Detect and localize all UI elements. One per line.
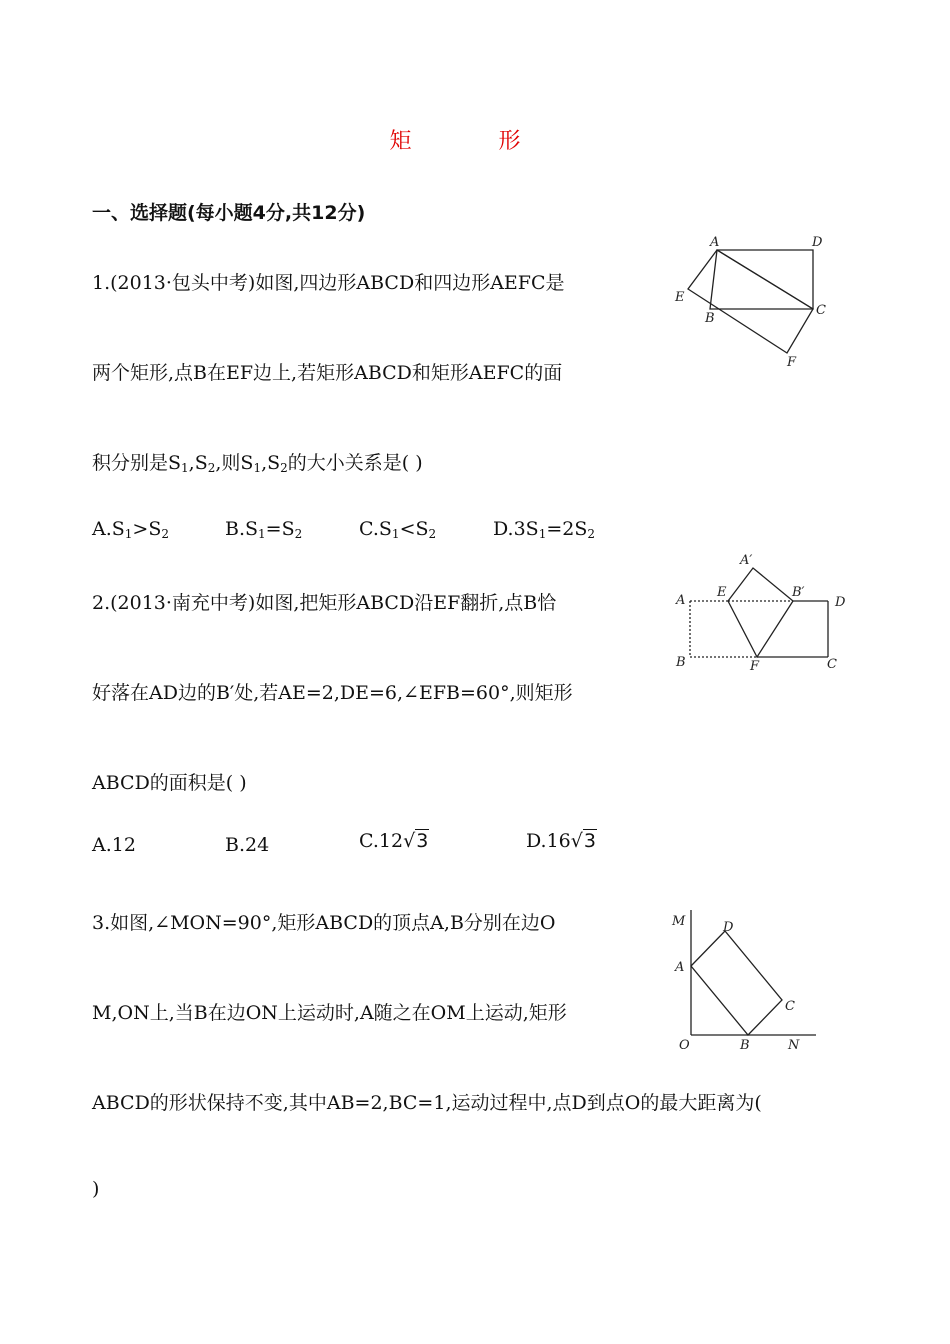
- q1-line-1: 1.(2013·包头中考)如图,四边形ABCD和四边形AEFC是: [92, 272, 565, 294]
- section-heading: 一、选择题(每小题4分,共12分): [92, 202, 366, 224]
- q2-line-3: ABCD的面积是( ): [92, 772, 247, 794]
- page-title: 矩 形: [389, 129, 561, 154]
- q3-figure: [668, 900, 828, 1055]
- q2-line-1: 2.(2013·南充中考)如图,把矩形ABCD沿EF翻折,点B恰: [92, 592, 557, 614]
- label-b: B: [676, 655, 686, 670]
- q1-option-c[interactable]: $C.S_1<S_2$: [359, 518, 437, 541]
- q3-line-2: M,ON上,当B在边ON上运动时,A随之在OM上运动,矩形: [92, 1002, 567, 1024]
- q1-figure: [670, 230, 840, 375]
- label-b-prime: B′: [792, 585, 805, 600]
- q1-option-d[interactable]: $D.3S_1=2S_2$: [493, 518, 596, 541]
- label-b: B: [740, 1038, 750, 1053]
- label-f: F: [750, 659, 760, 674]
- label-d: D: [723, 920, 734, 935]
- label-m: M: [672, 914, 686, 929]
- label-e: E: [675, 290, 685, 305]
- label-d: D: [812, 235, 823, 250]
- label-o: O: [679, 1038, 690, 1053]
- q3-line-1: 3.如图,∠MON=90°,矩形ABCD的顶点A,B分别在边O: [92, 912, 556, 934]
- label-d: D: [835, 595, 846, 610]
- rect-abcd: [691, 931, 782, 1035]
- folded-part: [728, 568, 793, 657]
- label-f: F: [787, 355, 797, 370]
- label-b: B: [705, 311, 715, 326]
- q1-line-3: 积分别是$S_1,S_2$,则$S_1,S_2$的大小关系是( ): [92, 452, 423, 475]
- q2-option-d[interactable]: D.16√3: [526, 830, 596, 852]
- label-a: A: [675, 960, 685, 975]
- sqrt-three: √3: [403, 830, 429, 852]
- q3-line-4: ): [92, 1178, 100, 1200]
- q1-option-b[interactable]: $B.S_1=S_2$: [225, 518, 303, 541]
- label-n: N: [788, 1038, 800, 1053]
- label-c: C: [827, 657, 837, 672]
- label-a: A: [710, 235, 720, 250]
- label-c: C: [785, 999, 795, 1014]
- q2-figure: [670, 548, 855, 678]
- q2-option-a[interactable]: A.12: [92, 834, 136, 856]
- label-c: C: [816, 303, 826, 318]
- label-a-prime: A′: [740, 553, 753, 568]
- q2-line-2: 好落在AD边的B′处,若AE=2,DE=6,∠EFB=60°,则矩形: [92, 682, 573, 704]
- label-a: A: [676, 593, 686, 608]
- sqrt-three: √3: [570, 830, 596, 852]
- q2-option-c[interactable]: C.12√3: [359, 830, 429, 852]
- q2-option-b[interactable]: B.24: [225, 834, 270, 856]
- q3-line-3: ABCD的形状保持不变,其中AB=2,BC=1,运动过程中,点D到点O的最大距离为(: [92, 1092, 762, 1114]
- q1-line-2: 两个矩形,点B在EF边上,若矩形ABCD和矩形AEFC的面: [92, 362, 563, 384]
- label-e: E: [717, 585, 727, 600]
- rect-aefc: [688, 250, 813, 353]
- q1-option-a[interactable]: $A.S_1>S_2$: [92, 518, 169, 541]
